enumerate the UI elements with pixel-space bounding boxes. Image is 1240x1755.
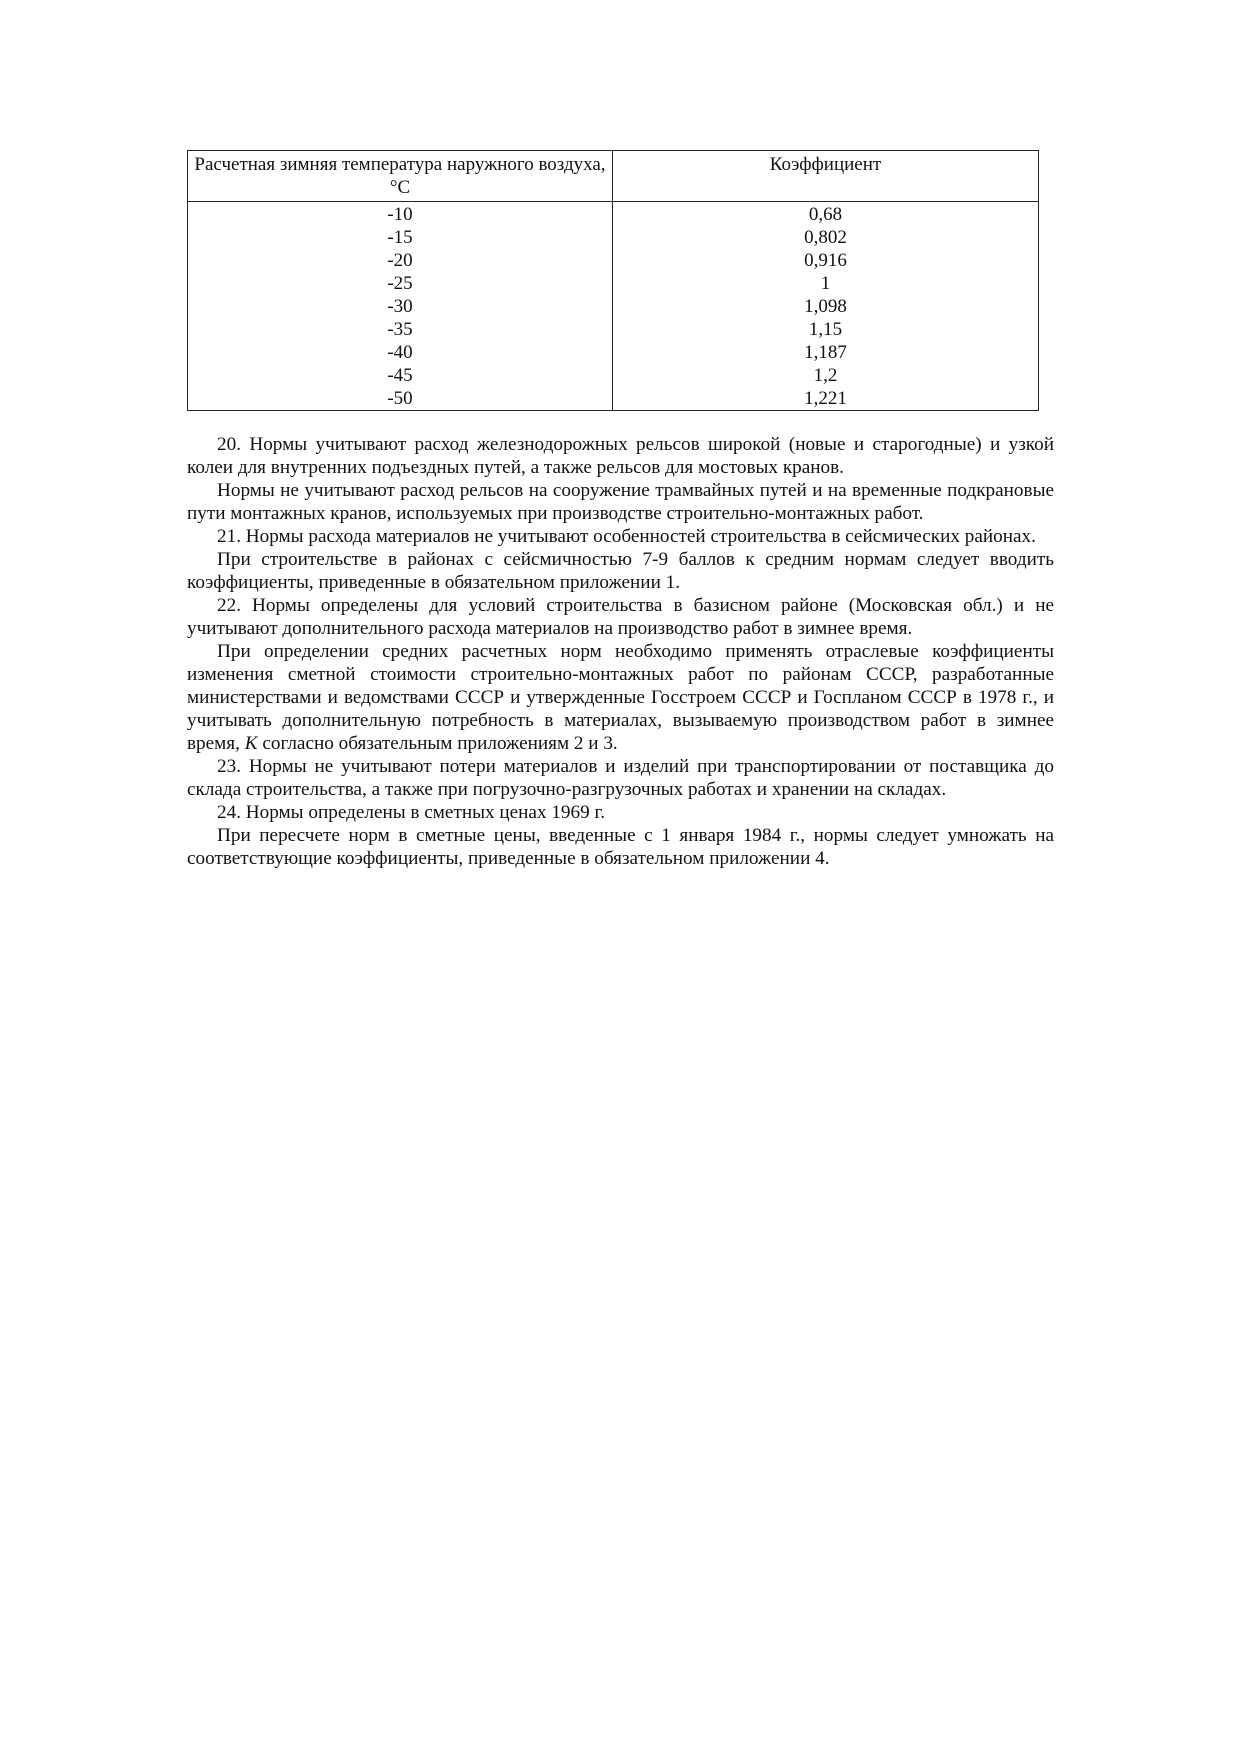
cell-temperature: -35 bbox=[188, 318, 613, 341]
cell-coefficient: 0,916 bbox=[613, 249, 1039, 272]
table-row bbox=[188, 295, 1039, 318]
cell-coefficient: 1,187 bbox=[613, 341, 1039, 364]
text-body bbox=[187, 433, 1054, 870]
cell-coefficient: 1,2 bbox=[613, 364, 1039, 387]
table-row bbox=[188, 318, 1039, 341]
cell-coefficient: 1,098 bbox=[613, 295, 1039, 318]
table-body bbox=[188, 202, 1039, 411]
table-row bbox=[188, 249, 1039, 272]
cell-coefficient: 1 bbox=[613, 272, 1039, 295]
cell-temperature: -45 bbox=[188, 364, 613, 387]
paragraph-23: 23. Нормы не учитывают потери материалов и изделий при транспортировании от поставщика до склада строительства, а также при погрузочно-разгрузочных работах и хранении на складах. bbox=[187, 756, 1054, 800]
table-header-row bbox=[188, 151, 1039, 202]
paragraph-21b: При строительстве в районах с сейсмичностью 7-9 баллов к средним нормам следует вводить коэффициенты, приведенные в обязательном приложении 1. bbox=[187, 549, 1054, 593]
paragraph-22a: 22. Нормы определены для условий строительства в базисном районе (Московская обл.) и не учитывают дополнительного расхода материалов на производство работ в зимнее время. bbox=[187, 595, 1054, 639]
cell-temperature: -50 bbox=[188, 387, 613, 411]
paragraph-22b-end: согласно обязательным приложениям 2 и 3. bbox=[262, 733, 618, 754]
table-row bbox=[188, 272, 1039, 295]
table-row bbox=[188, 202, 1039, 227]
paragraph-20b: Нормы не учитывают расход рельсов на сооружение трамвайных путей и на временные подкрановые пути монтажных кранов, используемых при производстве строительно-монтажных работ. bbox=[187, 480, 1054, 524]
cell-coefficient: 0,802 bbox=[613, 226, 1039, 249]
paragraph-24b: При пересчете норм в сметные цены, введенные с 1 января 1984 г., нормы следует умножать на соответствующие коэффициенты, приведенные в обязательном приложении 4. bbox=[187, 825, 1054, 869]
header-coefficient: Коэффициент bbox=[613, 151, 1039, 202]
table-row bbox=[188, 387, 1039, 411]
cell-temperature: -15 bbox=[188, 226, 613, 249]
table-row bbox=[188, 226, 1039, 249]
cell-temperature: -40 bbox=[188, 341, 613, 364]
coefficient-symbol-k: K bbox=[244, 733, 258, 754]
paragraph-24a: 24. Нормы определены в сметных ценах 1969 г. bbox=[217, 802, 606, 823]
paragraph-22b bbox=[187, 640, 1054, 755]
cell-temperature: -20 bbox=[188, 249, 613, 272]
cell-coefficient: 1,15 bbox=[613, 318, 1039, 341]
paragraph-20a: 20. Нормы учитывают расход железнодорожных рельсов широкой (новые и старогодные) и узкой колеи для внутренних подъездных путей, а также рельсов для мостовых кранов. bbox=[187, 434, 1054, 478]
paragraph-21a: 21. Нормы расхода материалов не учитывают особенностей строительства в сейсмических районах. bbox=[217, 526, 1036, 547]
document-page bbox=[187, 150, 1054, 870]
paragraph-22b-start: При определении средних расчетных норм необходимо применять отраслевые коэффициенты изменения сметной стоимости строительно-монтажных работ по районам СССР, разработанные министерствами и ведомствами СССР и утвержденные Госстроем СССР и Госпланом СССР в 1978 г., и учитывать дополнительную потребность в материалах, вызываемую производством работ в зимнее время, bbox=[187, 641, 1054, 754]
header-temperature: Расчетная зимняя температура наружного воздуха, °С bbox=[188, 151, 613, 202]
coefficient-table bbox=[187, 150, 1039, 411]
table-row bbox=[188, 341, 1039, 364]
cell-coefficient: 1,221 bbox=[613, 387, 1039, 411]
table-row bbox=[188, 364, 1039, 387]
cell-coefficient: 0,68 bbox=[613, 202, 1039, 227]
cell-temperature: -10 bbox=[188, 202, 613, 227]
cell-temperature: -30 bbox=[188, 295, 613, 318]
cell-temperature: -25 bbox=[188, 272, 613, 295]
